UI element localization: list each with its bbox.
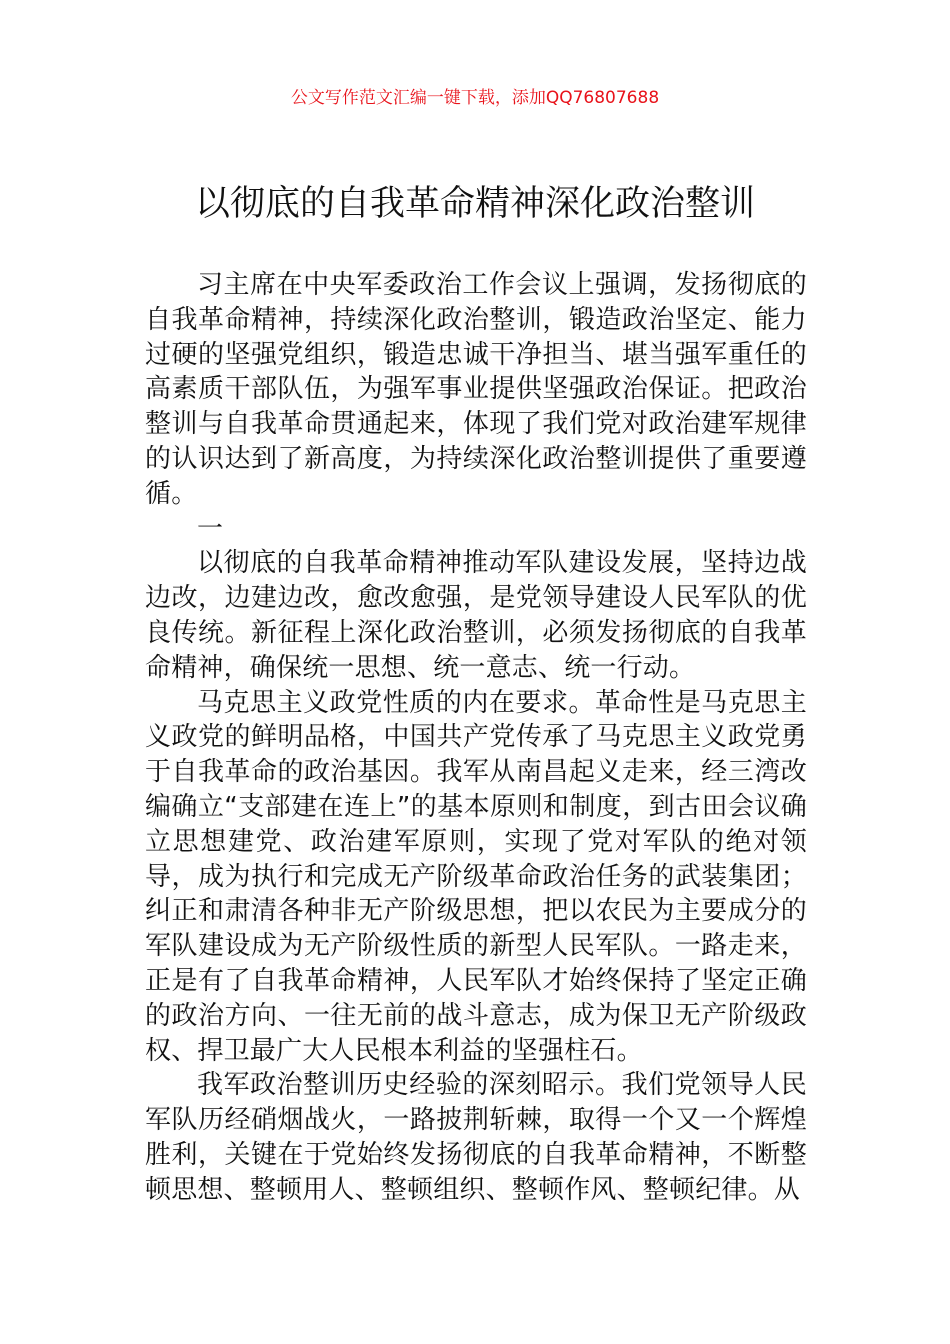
download-promo-note: 公文写作范文汇编一键下载，添加QQ76807688: [290, 88, 660, 108]
paragraph-section-lead: 以彻底的自我革命精神推动军队建设发展，坚持边战边改，边建边改，愈改愈强，是党领导建设人民军队的优良传统。新征程上深化政治整训，必须发扬彻底的自我革命精神，确保统一思想、统一意志、统一行动。: [145, 548, 807, 683]
section-number: 一: [197, 513, 224, 544]
paragraph-intro: 习主席在中央军委政治工作会议上强调，发扬彻底的自我革命精神，持续深化政治整训，锻造政治坚定、能力过硬的坚强党组织，锻造忠诚干净担当、堪当强军重任的高素质干部队伍，为强军事业提供坚强政治保证。把政治整训与自我革命贯通起来，体现了我们党对政治建军规律的认识达到了新高度，为持续深化政治整训提供了重要遵循。: [145, 270, 807, 509]
document-title: 以彻底的自我革命精神深化政治整训: [194, 184, 755, 224]
document-body: [145, 268, 807, 1208]
paragraph-party-nature: 马克思主义政党性质的内在要求。革命性是马克思主义政党的鲜明品格，中国共产党传承了马克思主义政党勇于自我革命的政治基因。我军从南昌起义走来，经三湾改编确立“支部建在连上”的基本原则和制度，到古田会议确立思想建党、政治建军原则，实现了党对军队的绝对领导，成为执行和完成无产阶级革命政治任务的武装集团；纠正和肃清各种非无产阶级思想，把以农民为主要成分的军队建设成为无产阶级性质的新型人民军队。一路走来，正是有了自我革命精神，人民军队才始终保持了坚定正确的政治方向、一往无前的战斗意志，成为保卫无产阶级政权、捍卫最广大人民根本利益的坚强柱石。: [145, 687, 807, 1066]
paragraph-historical-experience: 我军政治整训历史经验的深刻昭示。我们党领导人民军队历经硝烟战火，一路披荆斩棘，取得一个又一个辉煌胜利，关键在于党始终发扬彻底的自我革命精神，不断整顿思想、整顿用人、整顿组织、整顿作风、整顿纪律。从: [145, 1070, 807, 1205]
